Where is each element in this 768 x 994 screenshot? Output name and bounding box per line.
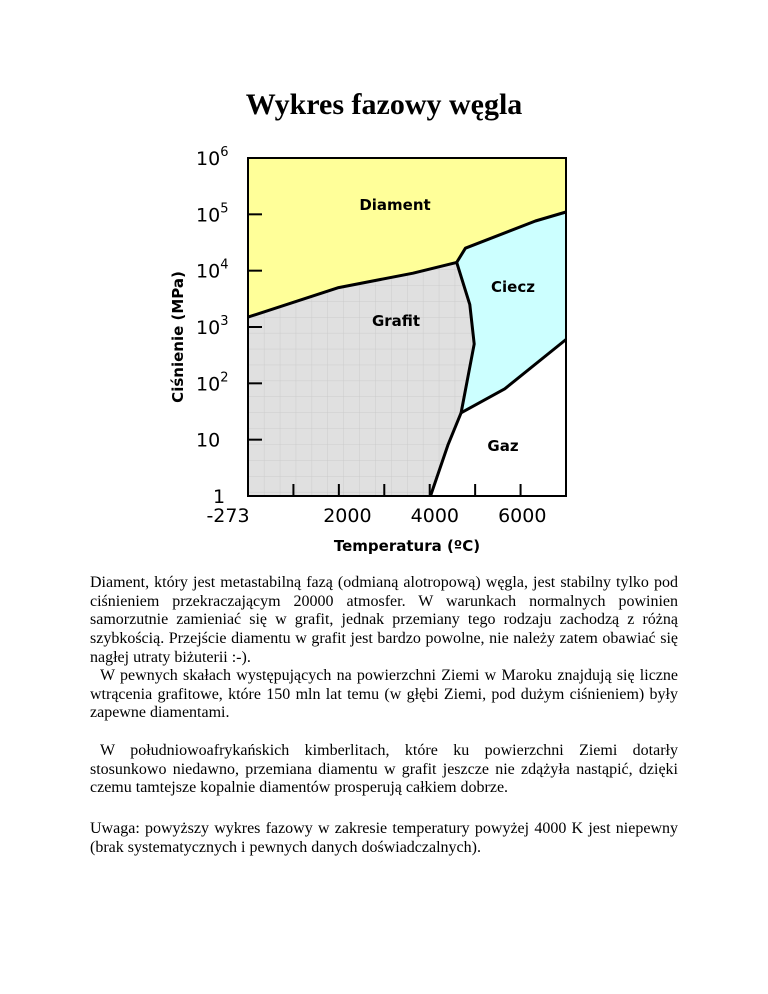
y-tick-label: 10	[196, 429, 221, 452]
region-label-ciecz: Ciecz	[491, 278, 535, 296]
x-tick-label: 4000	[410, 505, 460, 527]
y-tick-label: $10^4$	[196, 257, 229, 283]
x-tick-label: 2000	[323, 505, 372, 527]
region-label-grafit: Grafit	[371, 312, 421, 330]
paragraph-note: Uwaga: powyższy wykres fazowy w zakresie temperatury powyżej 4000 K jest niepewny (brak systematycznych i pewnych danych doświadczalnych).	[90, 820, 678, 856]
y-tick-label: $10^6$	[196, 145, 229, 170]
x-tick-label: 6000	[498, 505, 547, 527]
page-title: Wykres fazowy węgla	[245, 88, 523, 121]
paragraph-kimberlites: W południowoafrykańskich kimberlitach, które ku powierzchni Ziemi dotarły stosunkowo niedawno, przemiana diamentu w grafit jeszcze nie zdążyła nastąpić, dzięki czemu tamtejsze kopalnie diamentów prosperują całkiem dobrze.	[90, 742, 678, 797]
y-tick-label: $10^3$	[196, 314, 229, 339]
y-tick-label: 1	[213, 486, 226, 508]
y-tick-label: $10^5$	[196, 201, 229, 227]
region-label-diament: Diament	[359, 196, 431, 214]
region-label-gaz: Gaz	[487, 437, 519, 455]
x-tick-label: -273	[206, 505, 250, 527]
y-tick-label: $10^2$	[196, 370, 229, 396]
paragraph-morocco: W pewnych skałach występujących na powierzchni Ziemi w Maroku znajdują się liczne wtrącenia grafitowe, które 150 mln lat temu (w głębi Ziemi, pod dużym ciśnieniem) były zapewne diamentami.	[90, 667, 678, 722]
y-axis-label: Ciśnienie (MPa)	[169, 271, 187, 403]
paragraph-intro: Diament, który jest metastabilną fazą (odmianą alotropową) węgla, jest stabilny tylko pod ciśnieniem przekraczającym 20000 atmosfer. W warunkach normalnych powinien samorzutnie zamieniać się w grafit, jednak przemiany tego rodzaju zachodzą z różną szybkością. Przejście diamentu w grafit jest bardzo powolne, nie należy zatem obawiać się nagłej utraty biżuterii :-).	[90, 574, 678, 666]
x-axis-label: Temperatura (ºC)	[333, 537, 481, 555]
